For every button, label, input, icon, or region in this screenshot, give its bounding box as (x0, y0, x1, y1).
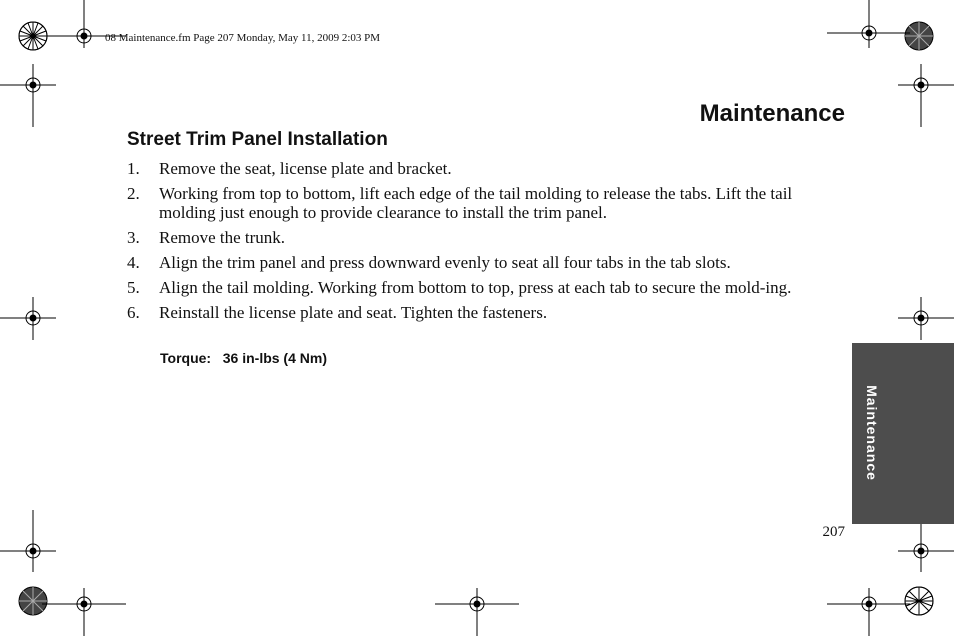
list-item (127, 253, 847, 272)
step-text: Align the trim panel and press downward evenly to seat all four tabs in the tab slots. (159, 253, 731, 272)
crosshair-mark-bottom-left-v (0, 510, 56, 572)
step-number: 6. (127, 303, 140, 322)
step-text: Align the tail molding. Working from bottom to top, press at each tab to secure the mold-ing. (159, 278, 792, 297)
crosshair-mark-top-right-v (898, 64, 954, 127)
page-number: 207 (822, 524, 845, 540)
section-title: Street Trim Panel Installation (127, 129, 388, 150)
step-text: Working from top to bottom, lift each edge of the tail molding to release the tabs. Lift the tail molding just enough to provide clearance to install the trim panel. (159, 184, 793, 222)
crosshair-mark-top-left-v (0, 64, 56, 127)
torque-label: Torque: (160, 350, 212, 366)
starburst-mark-bottom-left (19, 587, 47, 615)
starburst-mark-bottom-right (905, 587, 933, 615)
crosshair-mark-top-right-h (827, 0, 910, 48)
file-info-header: 08 Maintenance.fm Page 207 Monday, May 11, 2009 2:03 PM (105, 32, 381, 44)
starburst-mark-top-right (905, 22, 933, 50)
step-text: Remove the seat, license plate and bracket. (159, 159, 452, 178)
crosshair-mark-bottom-left-h (42, 588, 126, 636)
crosshair-mark-bottom-center (435, 588, 519, 636)
list-item (127, 228, 847, 247)
step-number: 3. (127, 228, 140, 247)
step-text: Reinstall the license plate and seat. Tighten the fasteners. (159, 303, 548, 322)
step-number: 5. (127, 278, 140, 297)
step-number: 1. (127, 159, 140, 178)
step-text: Remove the trunk. (159, 228, 286, 247)
list-item (127, 303, 847, 322)
crosshair-mark-bottom-right-h (827, 588, 910, 636)
crosshair-mark-mid-left (0, 297, 56, 340)
steps-list (127, 159, 847, 328)
torque-value: 36 in-lbs (4 Nm) (222, 350, 327, 366)
step-number: 2. (127, 184, 140, 203)
crosshair-mark-mid-right (898, 297, 954, 340)
step-number: 4. (127, 253, 140, 272)
torque-spec (160, 350, 327, 366)
list-item (127, 159, 847, 178)
list-item (127, 184, 847, 222)
chapter-side-tab-label: Maintenance (864, 385, 880, 481)
list-item (127, 278, 847, 297)
chapter-title: Maintenance (699, 100, 845, 127)
